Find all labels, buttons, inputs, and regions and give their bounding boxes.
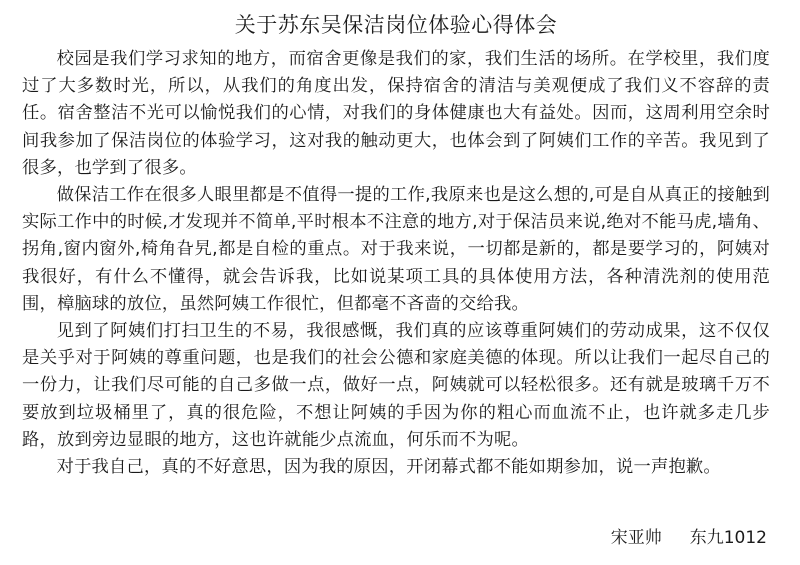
signature-block <box>611 526 767 550</box>
paragraph-2: 做保洁工作在很多人眼里都是不值得一提的工作,我原来也是这么想的,可是自从真正的接触到实际工作中的时候,才发现并不简单,平时根本不注意的地方,对于保洁员来说,绝对不能马虎,墙角、拐角,窗内窗外,椅角旮旯,都是自检的重点。对于我来说，一切都是新的，都是要学习的，阿姨对我很好，有什么不懂得，就会告诉我，比如说某项工具的具体使用方法，各种清洗剂的使用范围，樟脑球的放位，虽然阿姨工作很忙，但都毫不吝啬的交给我。 <box>22 185 770 314</box>
author-class: 东九1012 <box>689 528 767 548</box>
paragraph-3: 见到了阿姨们打扫卫生的不易，我很感慨，我们真的应该尊重阿姨们的劳动成果，这不仅仅是关乎对于阿姨的尊重问题，也是我们的社会公德和家庭美德的体现。所以让我们一起尽自己的一份力，让我们尽可能的自己多做一点，做好一点，阿姨就可以轻松很多。还有就是玻璃千万不要放到垃圾桶里了，真的很危险，不想让阿姨的手因为你的粗心而血流不止，也许就多走几步路，放到旁边显眼的地方，这也许就能少点流血，何乐而不为呢。 <box>22 321 770 450</box>
author-name: 宋亚帅 <box>610 528 662 548</box>
paragraph-1: 校园是我们学习求知的地方，而宿舍更像是我们的家，我们生活的场所。在学校里，我们度过了大多数时光，所以，从我们的角度出发，保持宿舍的清洁与美观便成了我们义不容辞的责任。宿舍整洁不光可以愉悦我们的心情，对我们的身体健康也大有益处。因而，这周利用空余时间我参加了保洁岗位的体验学习，这对我的触动更大，也体会到了阿姨们工作的辛苦。我见到了很多，也学到了很多。 <box>22 49 770 178</box>
paragraph-4: 对于我自己，真的不好意思，因为我的原因，开闭幕式都不能如期参加，说一声抱歉。 <box>56 457 721 478</box>
document-title: 关于苏东吴保洁岗位体验心得体会 <box>234 13 558 37</box>
